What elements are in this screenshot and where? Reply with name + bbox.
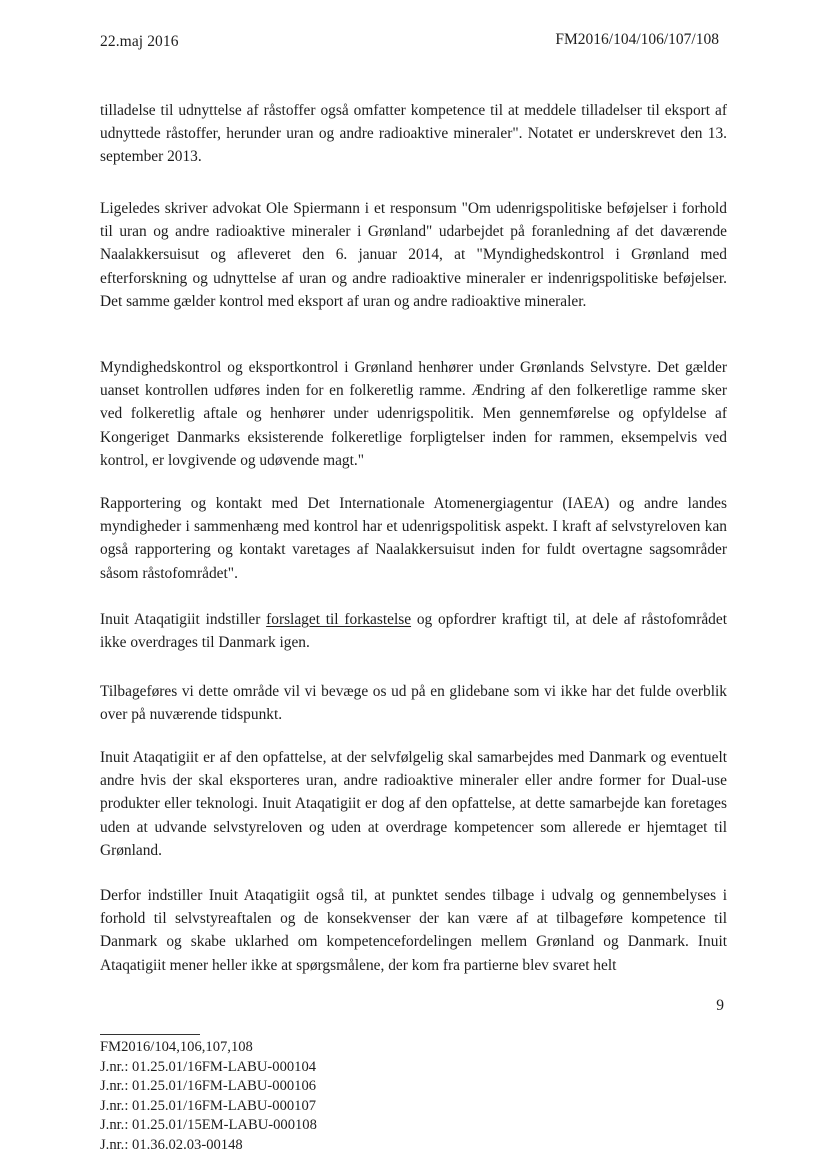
paragraph: Derfor indstiller Inuit Ataqatigiit også til, at punktet sendes tilbage i udvalg og gennembelyses i forhold til selvstyreaftalen og de konsekvenser der kan være af at tilbageføre kompetence til Danmark og skabe uklarhed om kompetencefordelingen mellem Grønland og Danmark. Inuit Ataqatigiit mener heller ikke at spørgsmålene, der kom fra partierne blev svaret helt <box>100 887 727 974</box>
paragraph: Ligeledes skriver advokat Ole Spiermann i et responsum "Om udenrigspolitiske beføjelser i forhold til uran og andre radioaktive mineraler i Grønland" udarbejdet på foranledning af det daværende Naalakkersuisut og afleveret den 6. januar 2014, at "Myndighedskontrol i Grønland med efterforskning og udnyttelse af uran og andre radioaktive mineraler er indenrigspolitiske beføjelser. Det samme gælder kontrol med eksport af uran og andre radioaktive mineraler. <box>100 200 727 310</box>
paragraph: Rapportering og kontakt med Det Internationale Atomenergiagentur (IAEA) og andre landes myndigheder i sammenhæng med kontrol har et udenrigspolitisk aspekt. I kraft af selvstyreloven kan også rapportering og kontakt varetages af Naalakkersuisut inden for fuldt overtagne sagsområder såsom råstofområdet". <box>100 495 727 582</box>
footer-divider <box>100 1034 200 1035</box>
paragraph-text: Inuit Ataqatigiit indstiller <box>100 611 267 628</box>
paragraph: Myndighedskontrol og eksportkontrol i Grønland henhører under Grønlands Selvstyre. Det gælder uanset kontrollen udføres inden for en folkeretlig ramme. Ændring af den folkeretlige ramme sker ved folkeretlig aftale og henhører under udenrigspolitik. Men gennemførelse og opfyldelse af Kongeriget Danmarks eksisterende folkeretlige forpligtelser inden for rammen, eksempelvis ved kontrol, er lovgivende og udøvende magt." <box>100 359 727 469</box>
footer-line: J.nr.: 01.25.01/16FM-LABU-000104 <box>100 1058 317 1075</box>
underlined-phrase: forslaget til forkastelse <box>266 611 412 628</box>
paragraph: Inuit Ataqatigiit er af den opfattelse, at der selvfølgelig skal samarbejdes med Danmark og eventuelt andre hvis der skal eksporteres uran, andre radioaktive mineraler eller andre former for Dual-use produkter eller teknologi. Inuit Ataqatigiit er dog af den opfattelse, at dette samarbejde kan foretages uden at udvande selvstyreloven og uden at overdrage kompetencer som allerede er hjemtaget til Grønland. <box>100 749 727 859</box>
footer-line: J.nr.: 01.25.01/16FM-LABU-000106 <box>100 1078 317 1095</box>
paragraph <box>100 608 727 654</box>
paragraph: tilladelse til udnyttelse af råstoffer også omfatter kompetence til at meddele tilladelser til eksport af udnyttede råstoffer, herunder uran og andre radioaktive mineraler". Notatet er underskrevet den 13. september 2013. <box>100 102 727 166</box>
footer-line: FM2016/104,106,107,108 <box>100 1039 253 1055</box>
footer-references <box>100 1038 317 1156</box>
footer-line: J.nr.: 01.36.02.03-00148 <box>100 1136 243 1153</box>
paragraph: Tilbageføres vi dette område vil vi bevæge os ud på en glidebane som vi ikke har det fulde overblik over på nuværende tidspunkt. <box>100 683 727 724</box>
footer-line: J.nr.: 01.25.01/15EM-LABU-000108 <box>100 1117 317 1134</box>
page-number: 9 <box>716 997 724 1014</box>
paragraph-text: og opfordrer kraftigt til, at dele af råstofområdet ikke overdrages til Danmark igen. <box>100 611 727 652</box>
header-case-number: FM2016/104/106/107/108 <box>555 31 719 48</box>
footer-line: J.nr.: 01.25.01/16FM-LABU-000107 <box>100 1097 317 1114</box>
header-date: 22.maj 2016 <box>100 33 179 50</box>
